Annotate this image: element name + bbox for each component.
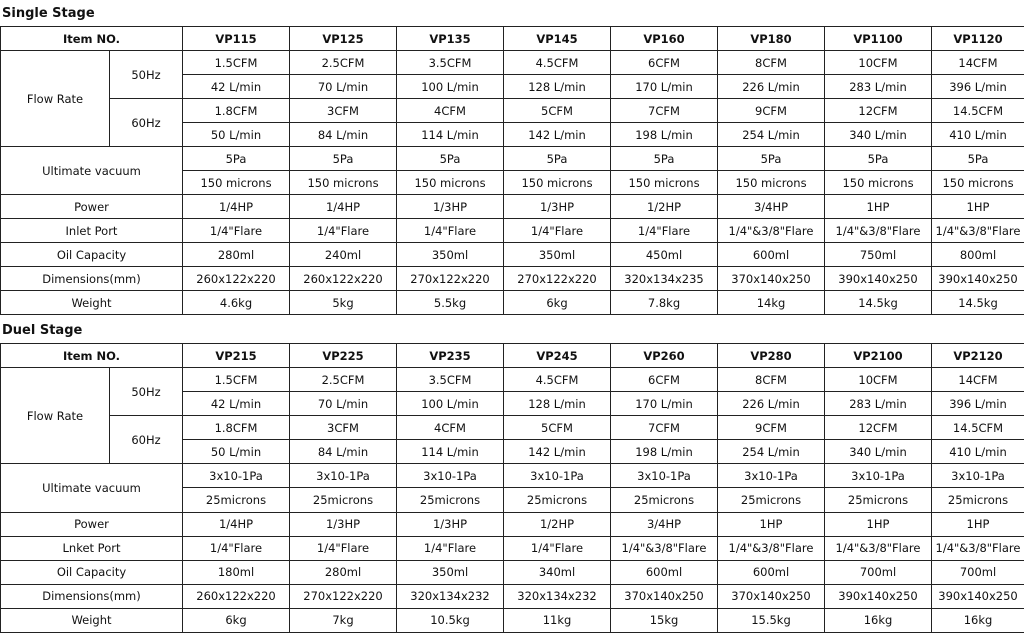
hz50-label: 50Hz	[110, 51, 183, 99]
dimensions-cell: 260x122x220	[290, 267, 397, 291]
oil-capacity-cell: 350ml	[397, 243, 504, 267]
flow-60-cfm-cell: 5CFM	[504, 416, 611, 440]
inlet-port-cell: 1/4"&3/8"Flare	[932, 536, 1024, 560]
flow-60-lmin-cell: 142 L/min	[504, 440, 611, 464]
flow-50-lmin-cell: 70 L/min	[290, 392, 397, 416]
flow-50-lmin-cell: 170 L/min	[611, 392, 718, 416]
table-row	[1, 27, 1024, 51]
vacuum-pa-cell: 5Pa	[504, 147, 611, 171]
dimensions-cell: 270x122x220	[504, 267, 611, 291]
flow-60-lmin-cell: 254 L/min	[718, 123, 825, 147]
flow-50-cfm-cell: 8CFM	[718, 368, 825, 392]
flow-60-cfm-cell: 3CFM	[290, 416, 397, 440]
inlet-port-cell: 1/4"&3/8"Flare	[825, 219, 932, 243]
vacuum-microns-cell: 25microns	[611, 488, 718, 512]
single-stage-spec-table	[0, 26, 1024, 315]
section-title-duel-stage: Duel Stage	[2, 323, 83, 338]
flow-50-cfm-cell: 4.5CFM	[504, 51, 611, 75]
dimensions-cell: 390x140x250	[825, 584, 932, 608]
vacuum-microns-cell: 150 microns	[932, 171, 1024, 195]
flow-50-lmin-cell: 170 L/min	[611, 75, 718, 99]
flow-50-cfm-cell: 6CFM	[611, 368, 718, 392]
vacuum-pa-cell: 3x10-1Pa	[397, 464, 504, 488]
power-cell: 1HP	[932, 512, 1024, 536]
flow-50-cfm-cell: 1.5CFM	[183, 368, 290, 392]
oil-capacity-cell: 700ml	[825, 560, 932, 584]
dimensions-cell: 260x122x220	[183, 267, 290, 291]
model-header-cell: VP280	[718, 344, 825, 368]
oil-capacity-cell: 800ml	[932, 243, 1024, 267]
inlet-port-cell: 1/4"&3/8"Flare	[825, 536, 932, 560]
table-row	[1, 267, 1024, 291]
inlet-port-cell: 1/4"Flare	[183, 536, 290, 560]
flow-50-lmin-cell: 42 L/min	[183, 75, 290, 99]
table-row	[1, 584, 1024, 608]
vacuum-microns-cell: 25microns	[718, 488, 825, 512]
flow-60-cfm-cell: 12CFM	[825, 99, 932, 123]
table-row	[1, 416, 1024, 440]
table-row	[1, 608, 1024, 632]
power-label: Power	[1, 195, 183, 219]
vacuum-pa-cell: 5Pa	[932, 147, 1024, 171]
power-cell: 1/3HP	[397, 195, 504, 219]
dimensions-cell: 390x140x250	[825, 267, 932, 291]
power-cell: 1/3HP	[397, 512, 504, 536]
dimensions-cell: 320x134x232	[397, 584, 504, 608]
flow-50-lmin-cell: 70 L/min	[290, 75, 397, 99]
flow-60-lmin-cell: 198 L/min	[611, 440, 718, 464]
table-row	[1, 291, 1024, 315]
flow-50-cfm-cell: 10CFM	[825, 51, 932, 75]
flow-60-cfm-cell: 1.8CFM	[183, 99, 290, 123]
flow-50-lmin-cell: 100 L/min	[397, 75, 504, 99]
inlet-port-cell: 1/4"Flare	[504, 536, 611, 560]
vacuum-pa-cell: 3x10-1Pa	[932, 464, 1024, 488]
oil-capacity-label: Oil Capacity	[1, 560, 183, 584]
flow-60-lmin-cell: 198 L/min	[611, 123, 718, 147]
flow-50-lmin-cell: 128 L/min	[504, 392, 611, 416]
oil-capacity-cell: 600ml	[718, 560, 825, 584]
flow-50-cfm-cell: 14CFM	[932, 51, 1024, 75]
oil-capacity-cell: 600ml	[611, 560, 718, 584]
model-header-cell: VP115	[183, 27, 290, 51]
power-cell: 1HP	[825, 512, 932, 536]
weight-label: Weight	[1, 291, 183, 315]
weight-cell: 5.5kg	[397, 291, 504, 315]
vacuum-microns-cell: 150 microns	[504, 171, 611, 195]
inlet-port-cell: 1/4"Flare	[397, 219, 504, 243]
flow-50-lmin-cell: 128 L/min	[504, 75, 611, 99]
vacuum-pa-cell: 3x10-1Pa	[290, 464, 397, 488]
flow-50-cfm-cell: 14CFM	[932, 368, 1024, 392]
model-header-cell: VP2120	[932, 344, 1024, 368]
flow-50-cfm-cell: 6CFM	[611, 51, 718, 75]
vacuum-pa-cell: 3x10-1Pa	[825, 464, 932, 488]
flow-50-cfm-cell: 3.5CFM	[397, 51, 504, 75]
oil-capacity-cell: 280ml	[290, 560, 397, 584]
inlet-port-cell: 1/4"Flare	[290, 536, 397, 560]
power-cell: 1/4HP	[183, 195, 290, 219]
table-row	[1, 344, 1024, 368]
weight-cell: 15.5kg	[718, 608, 825, 632]
power-cell: 1/4HP	[290, 195, 397, 219]
flow-60-cfm-cell: 14.5CFM	[932, 416, 1024, 440]
vacuum-microns-cell: 25microns	[290, 488, 397, 512]
table-row	[1, 512, 1024, 536]
flow-60-lmin-cell: 114 L/min	[397, 123, 504, 147]
vacuum-microns-cell: 25microns	[504, 488, 611, 512]
dimensions-cell: 370x140x250	[611, 584, 718, 608]
ultimate-vacuum-label: Ultimate vacuum	[1, 147, 183, 195]
oil-capacity-cell: 280ml	[183, 243, 290, 267]
oil-capacity-cell: 700ml	[932, 560, 1024, 584]
flow-50-cfm-cell: 2.5CFM	[290, 51, 397, 75]
flow-60-cfm-cell: 4CFM	[397, 99, 504, 123]
vacuum-microns-cell: 25microns	[183, 488, 290, 512]
flow-50-cfm-cell: 4.5CFM	[504, 368, 611, 392]
model-header-cell: VP1120	[932, 27, 1024, 51]
duel-stage-spec-table	[0, 343, 1024, 633]
table-row	[1, 243, 1024, 267]
vacuum-pa-cell: 3x10-1Pa	[504, 464, 611, 488]
flow-50-cfm-cell: 3.5CFM	[397, 368, 504, 392]
table-row	[1, 219, 1024, 243]
power-cell: 1/3HP	[504, 195, 611, 219]
flow-50-lmin-cell: 283 L/min	[825, 75, 932, 99]
weight-cell: 4.6kg	[183, 291, 290, 315]
inlet-port-label: Lnket Port	[1, 536, 183, 560]
flow-60-cfm-cell: 14.5CFM	[932, 99, 1024, 123]
power-cell: 1/2HP	[611, 195, 718, 219]
oil-capacity-cell: 240ml	[290, 243, 397, 267]
model-header-cell: VP235	[397, 344, 504, 368]
oil-capacity-cell: 340ml	[504, 560, 611, 584]
model-header-cell: VP245	[504, 344, 611, 368]
flow-50-cfm-cell: 2.5CFM	[290, 368, 397, 392]
model-header-cell: VP225	[290, 344, 397, 368]
vacuum-microns-cell: 25microns	[932, 488, 1024, 512]
flow-60-lmin-cell: 254 L/min	[718, 440, 825, 464]
flow-60-lmin-cell: 50 L/min	[183, 123, 290, 147]
dimensions-cell: 390x140x250	[932, 584, 1024, 608]
weight-cell: 6kg	[183, 608, 290, 632]
vacuum-pa-cell: 3x10-1Pa	[718, 464, 825, 488]
flow-50-lmin-cell: 100 L/min	[397, 392, 504, 416]
weight-cell: 7.8kg	[611, 291, 718, 315]
model-header-cell: VP135	[397, 27, 504, 51]
dimensions-cell: 370x140x250	[718, 584, 825, 608]
hz50-label: 50Hz	[110, 368, 183, 416]
dimensions-cell: 260x122x220	[183, 584, 290, 608]
hz60-label: 60Hz	[110, 99, 183, 147]
vacuum-pa-cell: 5Pa	[611, 147, 718, 171]
flow-60-cfm-cell: 7CFM	[611, 416, 718, 440]
weight-cell: 5kg	[290, 291, 397, 315]
flow-50-lmin-cell: 396 L/min	[932, 75, 1024, 99]
flow-60-cfm-cell: 7CFM	[611, 99, 718, 123]
inlet-port-cell: 1/4"&3/8"Flare	[611, 536, 718, 560]
flow-rate-label: Flow Rate	[1, 368, 110, 464]
dimensions-cell: 320x134x232	[504, 584, 611, 608]
flow-60-lmin-cell: 84 L/min	[290, 123, 397, 147]
flow-60-lmin-cell: 340 L/min	[825, 123, 932, 147]
inlet-port-cell: 1/4"&3/8"Flare	[718, 219, 825, 243]
table-row	[1, 99, 1024, 123]
inlet-port-cell: 1/4"Flare	[504, 219, 611, 243]
model-header-cell: VP260	[611, 344, 718, 368]
flow-60-lmin-cell: 114 L/min	[397, 440, 504, 464]
flow-50-cfm-cell: 10CFM	[825, 368, 932, 392]
vacuum-pa-cell: 3x10-1Pa	[611, 464, 718, 488]
model-header-cell: VP2100	[825, 344, 932, 368]
model-header-cell: VP125	[290, 27, 397, 51]
vacuum-pa-cell: 5Pa	[825, 147, 932, 171]
weight-cell: 14.5kg	[825, 291, 932, 315]
dimensions-cell: 270x122x220	[397, 267, 504, 291]
power-cell: 1/2HP	[504, 512, 611, 536]
flow-50-lmin-cell: 396 L/min	[932, 392, 1024, 416]
inlet-port-cell: 1/4"&3/8"Flare	[718, 536, 825, 560]
flow-60-lmin-cell: 410 L/min	[932, 440, 1024, 464]
weight-cell: 11kg	[504, 608, 611, 632]
vacuum-pa-cell: 5Pa	[397, 147, 504, 171]
flow-50-lmin-cell: 42 L/min	[183, 392, 290, 416]
item-no-header: Item NO.	[1, 27, 183, 51]
weight-cell: 14.5kg	[932, 291, 1024, 315]
power-cell: 1HP	[718, 512, 825, 536]
vacuum-microns-cell: 25microns	[825, 488, 932, 512]
flow-60-lmin-cell: 410 L/min	[932, 123, 1024, 147]
vacuum-pa-cell: 5Pa	[718, 147, 825, 171]
dimensions-label: Dimensions(mm)	[1, 584, 183, 608]
oil-capacity-cell: 750ml	[825, 243, 932, 267]
vacuum-microns-cell: 150 microns	[718, 171, 825, 195]
item-no-header: Item NO.	[1, 344, 183, 368]
power-cell: 1/4HP	[183, 512, 290, 536]
flow-60-cfm-cell: 9CFM	[718, 416, 825, 440]
table-row	[1, 51, 1024, 75]
table-row	[1, 536, 1024, 560]
dimensions-cell: 370x140x250	[718, 267, 825, 291]
flow-60-cfm-cell: 12CFM	[825, 416, 932, 440]
flow-rate-label: Flow Rate	[1, 51, 110, 147]
flow-60-lmin-cell: 340 L/min	[825, 440, 932, 464]
power-cell: 3/4HP	[718, 195, 825, 219]
table-row	[1, 368, 1024, 392]
weight-cell: 7kg	[290, 608, 397, 632]
weight-cell: 10.5kg	[397, 608, 504, 632]
flow-60-cfm-cell: 1.8CFM	[183, 416, 290, 440]
flow-50-lmin-cell: 226 L/min	[718, 75, 825, 99]
oil-capacity-cell: 350ml	[504, 243, 611, 267]
flow-60-cfm-cell: 5CFM	[504, 99, 611, 123]
power-cell: 1HP	[932, 195, 1024, 219]
vacuum-pa-cell: 5Pa	[183, 147, 290, 171]
model-header-cell: VP160	[611, 27, 718, 51]
weight-cell: 16kg	[825, 608, 932, 632]
inlet-port-label: Inlet Port	[1, 219, 183, 243]
flow-60-lmin-cell: 50 L/min	[183, 440, 290, 464]
vacuum-microns-cell: 25microns	[397, 488, 504, 512]
model-header-cell: VP1100	[825, 27, 932, 51]
inlet-port-cell: 1/4"Flare	[397, 536, 504, 560]
inlet-port-cell: 1/4"Flare	[611, 219, 718, 243]
vacuum-microns-cell: 150 microns	[183, 171, 290, 195]
dimensions-label: Dimensions(mm)	[1, 267, 183, 291]
power-cell: 1HP	[825, 195, 932, 219]
vacuum-pa-cell: 5Pa	[290, 147, 397, 171]
section-title-single-stage: Single Stage	[2, 6, 95, 21]
model-header-cell: VP180	[718, 27, 825, 51]
flow-60-cfm-cell: 4CFM	[397, 416, 504, 440]
power-cell: 3/4HP	[611, 512, 718, 536]
dimensions-cell: 320x134x235	[611, 267, 718, 291]
flow-50-lmin-cell: 283 L/min	[825, 392, 932, 416]
dimensions-cell: 390x140x250	[932, 267, 1024, 291]
vacuum-microns-cell: 150 microns	[825, 171, 932, 195]
vacuum-microns-cell: 150 microns	[611, 171, 718, 195]
table-row	[1, 195, 1024, 219]
power-cell: 1/3HP	[290, 512, 397, 536]
vacuum-pa-cell: 3x10-1Pa	[183, 464, 290, 488]
vacuum-microns-cell: 150 microns	[397, 171, 504, 195]
flow-60-lmin-cell: 142 L/min	[504, 123, 611, 147]
power-label: Power	[1, 512, 183, 536]
flow-50-cfm-cell: 1.5CFM	[183, 51, 290, 75]
vacuum-microns-cell: 150 microns	[290, 171, 397, 195]
oil-capacity-cell: 350ml	[397, 560, 504, 584]
flow-50-cfm-cell: 8CFM	[718, 51, 825, 75]
table-row	[1, 560, 1024, 584]
table-row	[1, 464, 1024, 488]
model-header-cell: VP145	[504, 27, 611, 51]
weight-cell: 15kg	[611, 608, 718, 632]
inlet-port-cell: 1/4"&3/8"Flare	[932, 219, 1024, 243]
inlet-port-cell: 1/4"Flare	[290, 219, 397, 243]
flow-60-cfm-cell: 9CFM	[718, 99, 825, 123]
inlet-port-cell: 1/4"Flare	[183, 219, 290, 243]
dimensions-cell: 270x122x220	[290, 584, 397, 608]
weight-label: Weight	[1, 608, 183, 632]
table-row	[1, 147, 1024, 171]
oil-capacity-label: Oil Capacity	[1, 243, 183, 267]
flow-60-lmin-cell: 84 L/min	[290, 440, 397, 464]
weight-cell: 14kg	[718, 291, 825, 315]
weight-cell: 6kg	[504, 291, 611, 315]
flow-60-cfm-cell: 3CFM	[290, 99, 397, 123]
oil-capacity-cell: 600ml	[718, 243, 825, 267]
weight-cell: 16kg	[932, 608, 1024, 632]
ultimate-vacuum-label: Ultimate vacuum	[1, 464, 183, 512]
model-header-cell: VP215	[183, 344, 290, 368]
oil-capacity-cell: 450ml	[611, 243, 718, 267]
flow-50-lmin-cell: 226 L/min	[718, 392, 825, 416]
oil-capacity-cell: 180ml	[183, 560, 290, 584]
hz60-label: 60Hz	[110, 416, 183, 464]
